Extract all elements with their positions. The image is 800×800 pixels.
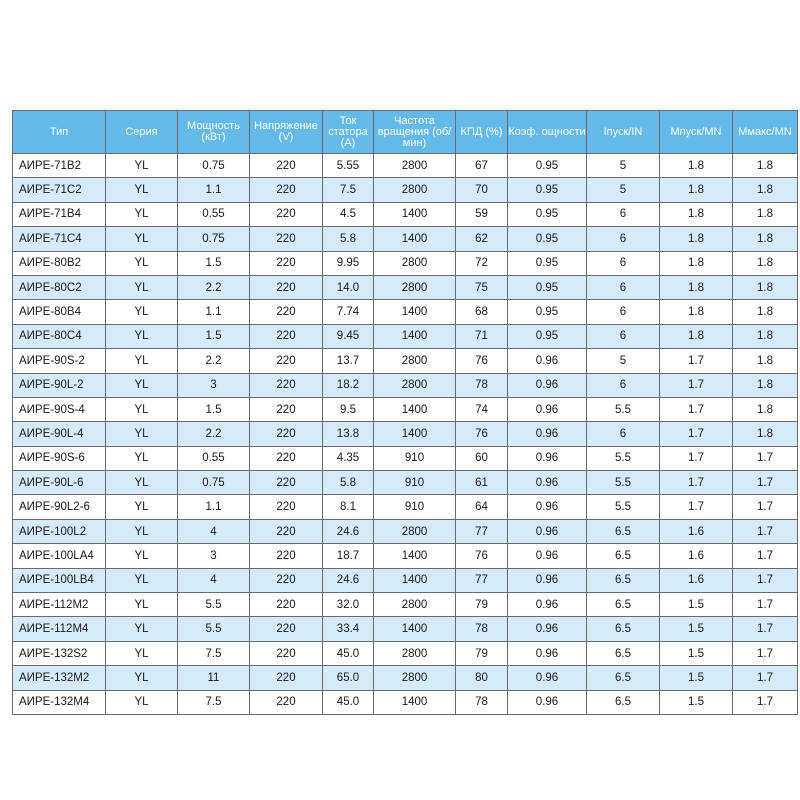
motor-spec-table <box>12 110 798 715</box>
cell-rotation-speed: 1400 <box>374 324 456 348</box>
cell-type: АИРЕ-71B2 <box>13 154 106 178</box>
cell-series: YL <box>106 422 178 446</box>
cell-efficiency: 72 <box>456 251 508 275</box>
cell-rotation-speed: 910 <box>374 471 456 495</box>
cell-power-factor: 0.96 <box>508 617 587 641</box>
cell-power-factor: 0.96 <box>508 593 587 617</box>
cell-max-torque-ratio: 1.7 <box>733 495 798 519</box>
cell-type: АИРЕ-80B2 <box>13 251 106 275</box>
cell-start-current-ratio: 6 <box>587 300 660 324</box>
cell-series: YL <box>106 666 178 690</box>
table-row <box>13 666 798 690</box>
column-header-series: Серия <box>106 111 178 154</box>
cell-voltage: 220 <box>250 178 323 202</box>
table-row <box>13 227 798 251</box>
cell-max-torque-ratio: 1.8 <box>733 324 798 348</box>
cell-start-torque-ratio: 1.5 <box>660 666 733 690</box>
cell-max-torque-ratio: 1.8 <box>733 275 798 299</box>
cell-start-current-ratio: 6.5 <box>587 593 660 617</box>
table-row <box>13 349 798 373</box>
column-header-power-factor: Коэф. ощности <box>508 111 587 154</box>
cell-start-torque-ratio: 1.6 <box>660 544 733 568</box>
cell-voltage: 220 <box>250 593 323 617</box>
cell-power-factor: 0.95 <box>508 154 587 178</box>
cell-max-torque-ratio: 1.8 <box>733 300 798 324</box>
cell-power-factor: 0.96 <box>508 349 587 373</box>
cell-type: АИРЕ-132M2 <box>13 666 106 690</box>
cell-power-factor: 0.95 <box>508 275 587 299</box>
cell-max-torque-ratio: 1.7 <box>733 690 798 714</box>
cell-start-torque-ratio: 1.7 <box>660 446 733 470</box>
cell-efficiency: 78 <box>456 690 508 714</box>
cell-max-torque-ratio: 1.7 <box>733 544 798 568</box>
cell-start-torque-ratio: 1.5 <box>660 641 733 665</box>
cell-series: YL <box>106 275 178 299</box>
cell-start-current-ratio: 6 <box>587 227 660 251</box>
cell-efficiency: 76 <box>456 422 508 446</box>
cell-rotation-speed: 910 <box>374 495 456 519</box>
cell-stator-current: 9.95 <box>323 251 374 275</box>
cell-stator-current: 45.0 <box>323 690 374 714</box>
cell-power-factor: 0.96 <box>508 641 587 665</box>
cell-type: АИРЕ-80C2 <box>13 275 106 299</box>
cell-rotation-speed: 2800 <box>374 154 456 178</box>
cell-series: YL <box>106 202 178 226</box>
cell-rotation-speed: 1400 <box>374 300 456 324</box>
cell-series: YL <box>106 446 178 470</box>
cell-power: 0.55 <box>178 446 250 470</box>
cell-stator-current: 32.0 <box>323 593 374 617</box>
table-header-row <box>13 111 798 154</box>
cell-stator-current: 13.7 <box>323 349 374 373</box>
cell-stator-current: 33.4 <box>323 617 374 641</box>
cell-efficiency: 61 <box>456 471 508 495</box>
cell-max-torque-ratio: 1.7 <box>733 519 798 543</box>
cell-max-torque-ratio: 1.8 <box>733 227 798 251</box>
cell-max-torque-ratio: 1.8 <box>733 349 798 373</box>
cell-type: АИРЕ-100LB4 <box>13 568 106 592</box>
cell-series: YL <box>106 300 178 324</box>
cell-power: 2.2 <box>178 422 250 446</box>
cell-power-factor: 0.96 <box>508 471 587 495</box>
cell-type: АИРЕ-90L2-6 <box>13 495 106 519</box>
cell-power: 0.75 <box>178 227 250 251</box>
cell-rotation-speed: 2800 <box>374 373 456 397</box>
cell-stator-current: 9.45 <box>323 324 374 348</box>
cell-max-torque-ratio: 1.7 <box>733 446 798 470</box>
cell-start-torque-ratio: 1.8 <box>660 227 733 251</box>
cell-voltage: 220 <box>250 373 323 397</box>
cell-rotation-speed: 2800 <box>374 641 456 665</box>
cell-efficiency: 67 <box>456 154 508 178</box>
cell-power: 7.5 <box>178 690 250 714</box>
table-row <box>13 178 798 202</box>
table-row <box>13 593 798 617</box>
cell-efficiency: 76 <box>456 544 508 568</box>
cell-type: АИРЕ-90L-6 <box>13 471 106 495</box>
cell-stator-current: 14.0 <box>323 275 374 299</box>
cell-efficiency: 76 <box>456 349 508 373</box>
cell-voltage: 220 <box>250 617 323 641</box>
cell-type: АИРЕ-100L2 <box>13 519 106 543</box>
cell-rotation-speed: 1400 <box>374 617 456 641</box>
cell-voltage: 220 <box>250 227 323 251</box>
cell-start-torque-ratio: 1.8 <box>660 178 733 202</box>
table-row <box>13 690 798 714</box>
cell-max-torque-ratio: 1.8 <box>733 422 798 446</box>
cell-start-current-ratio: 6 <box>587 324 660 348</box>
cell-start-current-ratio: 5.5 <box>587 397 660 421</box>
cell-start-current-ratio: 6 <box>587 202 660 226</box>
cell-start-torque-ratio: 1.7 <box>660 495 733 519</box>
table-row <box>13 202 798 226</box>
cell-rotation-speed: 1400 <box>374 227 456 251</box>
cell-voltage: 220 <box>250 300 323 324</box>
cell-type: АИРЕ-112M2 <box>13 593 106 617</box>
cell-power: 1.1 <box>178 178 250 202</box>
cell-type: АИРЕ-132S2 <box>13 641 106 665</box>
cell-series: YL <box>106 251 178 275</box>
cell-power: 0.75 <box>178 154 250 178</box>
cell-series: YL <box>106 617 178 641</box>
cell-stator-current: 7.5 <box>323 178 374 202</box>
cell-start-torque-ratio: 1.8 <box>660 324 733 348</box>
column-header-power: Мощность (кВт) <box>178 111 250 154</box>
cell-power-factor: 0.95 <box>508 227 587 251</box>
cell-efficiency: 80 <box>456 666 508 690</box>
column-header-voltage: Напряжение (V) <box>250 111 323 154</box>
cell-power: 1.5 <box>178 397 250 421</box>
cell-efficiency: 70 <box>456 178 508 202</box>
cell-type: АИРЕ-71B4 <box>13 202 106 226</box>
cell-efficiency: 79 <box>456 593 508 617</box>
cell-rotation-speed: 1400 <box>374 202 456 226</box>
table-row <box>13 617 798 641</box>
table-row <box>13 544 798 568</box>
cell-type: АИРЕ-80B4 <box>13 300 106 324</box>
cell-voltage: 220 <box>250 568 323 592</box>
cell-max-torque-ratio: 1.8 <box>733 154 798 178</box>
spec-table-container <box>12 110 797 715</box>
cell-start-torque-ratio: 1.6 <box>660 519 733 543</box>
cell-series: YL <box>106 349 178 373</box>
table-row <box>13 397 798 421</box>
cell-type: АИРЕ-90S-6 <box>13 446 106 470</box>
cell-rotation-speed: 910 <box>374 446 456 470</box>
cell-stator-current: 5.8 <box>323 471 374 495</box>
cell-max-torque-ratio: 1.7 <box>733 641 798 665</box>
cell-efficiency: 78 <box>456 617 508 641</box>
table-row <box>13 251 798 275</box>
cell-start-torque-ratio: 1.7 <box>660 422 733 446</box>
cell-stator-current: 4.35 <box>323 446 374 470</box>
cell-power: 0.55 <box>178 202 250 226</box>
cell-rotation-speed: 1400 <box>374 422 456 446</box>
cell-power-factor: 0.96 <box>508 568 587 592</box>
column-header-efficiency: КПД (%) <box>456 111 508 154</box>
cell-start-torque-ratio: 1.8 <box>660 154 733 178</box>
table-row <box>13 154 798 178</box>
cell-type: АИРЕ-100LA4 <box>13 544 106 568</box>
cell-start-current-ratio: 6 <box>587 275 660 299</box>
column-header-type: Тип <box>13 111 106 154</box>
cell-power: 1.5 <box>178 324 250 348</box>
cell-max-torque-ratio: 1.8 <box>733 373 798 397</box>
column-header-start-torque-ratio: Mпуск/MN <box>660 111 733 154</box>
cell-type: АИРЕ-71C2 <box>13 178 106 202</box>
cell-voltage: 220 <box>250 641 323 665</box>
cell-series: YL <box>106 690 178 714</box>
cell-start-current-ratio: 5 <box>587 154 660 178</box>
cell-power: 1.1 <box>178 495 250 519</box>
cell-efficiency: 77 <box>456 568 508 592</box>
cell-series: YL <box>106 519 178 543</box>
cell-start-current-ratio: 6.5 <box>587 544 660 568</box>
cell-start-torque-ratio: 1.8 <box>660 251 733 275</box>
cell-power: 4 <box>178 519 250 543</box>
cell-power-factor: 0.96 <box>508 519 587 543</box>
cell-start-torque-ratio: 1.5 <box>660 593 733 617</box>
cell-power: 5.5 <box>178 593 250 617</box>
cell-stator-current: 5.8 <box>323 227 374 251</box>
cell-power: 1.5 <box>178 251 250 275</box>
cell-start-current-ratio: 6 <box>587 373 660 397</box>
cell-voltage: 220 <box>250 154 323 178</box>
cell-power-factor: 0.95 <box>508 300 587 324</box>
cell-start-torque-ratio: 1.8 <box>660 275 733 299</box>
cell-efficiency: 77 <box>456 519 508 543</box>
cell-power: 0.75 <box>178 471 250 495</box>
cell-series: YL <box>106 568 178 592</box>
cell-start-torque-ratio: 1.7 <box>660 349 733 373</box>
cell-efficiency: 78 <box>456 373 508 397</box>
cell-stator-current: 13.8 <box>323 422 374 446</box>
cell-efficiency: 79 <box>456 641 508 665</box>
cell-voltage: 220 <box>250 519 323 543</box>
cell-start-current-ratio: 5.5 <box>587 471 660 495</box>
cell-start-current-ratio: 6 <box>587 251 660 275</box>
cell-max-torque-ratio: 1.7 <box>733 568 798 592</box>
cell-efficiency: 62 <box>456 227 508 251</box>
cell-power-factor: 0.95 <box>508 202 587 226</box>
table-row <box>13 471 798 495</box>
cell-start-current-ratio: 6.5 <box>587 519 660 543</box>
cell-type: АИРЕ-90S-2 <box>13 349 106 373</box>
cell-voltage: 220 <box>250 544 323 568</box>
cell-rotation-speed: 1400 <box>374 690 456 714</box>
cell-power-factor: 0.96 <box>508 422 587 446</box>
cell-start-torque-ratio: 1.7 <box>660 397 733 421</box>
cell-stator-current: 4.5 <box>323 202 374 226</box>
cell-series: YL <box>106 373 178 397</box>
cell-start-torque-ratio: 1.5 <box>660 617 733 641</box>
column-header-start-current-ratio: Iпуск/IN <box>587 111 660 154</box>
cell-power-factor: 0.96 <box>508 544 587 568</box>
cell-power: 7.5 <box>178 641 250 665</box>
table-row <box>13 519 798 543</box>
cell-max-torque-ratio: 1.8 <box>733 251 798 275</box>
cell-stator-current: 24.6 <box>323 519 374 543</box>
table-row <box>13 324 798 348</box>
cell-voltage: 220 <box>250 666 323 690</box>
cell-power-factor: 0.96 <box>508 690 587 714</box>
cell-type: АИРЕ-90S-4 <box>13 397 106 421</box>
table-row <box>13 373 798 397</box>
cell-start-current-ratio: 6 <box>587 422 660 446</box>
cell-voltage: 220 <box>250 251 323 275</box>
cell-stator-current: 18.2 <box>323 373 374 397</box>
cell-series: YL <box>106 641 178 665</box>
cell-start-torque-ratio: 1.8 <box>660 202 733 226</box>
cell-power: 1.1 <box>178 300 250 324</box>
cell-power-factor: 0.96 <box>508 446 587 470</box>
cell-voltage: 220 <box>250 471 323 495</box>
cell-stator-current: 18.7 <box>323 544 374 568</box>
table-row <box>13 422 798 446</box>
cell-series: YL <box>106 397 178 421</box>
cell-voltage: 220 <box>250 275 323 299</box>
column-header-rotation-speed: Частота вращения (об/мин) <box>374 111 456 154</box>
cell-start-torque-ratio: 1.8 <box>660 300 733 324</box>
cell-voltage: 220 <box>250 349 323 373</box>
cell-efficiency: 59 <box>456 202 508 226</box>
cell-power-factor: 0.96 <box>508 666 587 690</box>
cell-rotation-speed: 2800 <box>374 519 456 543</box>
cell-voltage: 220 <box>250 202 323 226</box>
table-row <box>13 568 798 592</box>
cell-power-factor: 0.96 <box>508 495 587 519</box>
table-row <box>13 446 798 470</box>
cell-voltage: 220 <box>250 690 323 714</box>
table-row <box>13 641 798 665</box>
cell-power: 2.2 <box>178 349 250 373</box>
cell-max-torque-ratio: 1.7 <box>733 666 798 690</box>
cell-rotation-speed: 2800 <box>374 275 456 299</box>
cell-efficiency: 71 <box>456 324 508 348</box>
cell-efficiency: 75 <box>456 275 508 299</box>
cell-rotation-speed: 1400 <box>374 397 456 421</box>
cell-power-factor: 0.95 <box>508 251 587 275</box>
cell-rotation-speed: 2800 <box>374 251 456 275</box>
cell-stator-current: 65.0 <box>323 666 374 690</box>
cell-voltage: 220 <box>250 324 323 348</box>
cell-rotation-speed: 1400 <box>374 544 456 568</box>
cell-series: YL <box>106 495 178 519</box>
cell-voltage: 220 <box>250 495 323 519</box>
table-row <box>13 300 798 324</box>
cell-rotation-speed: 2800 <box>374 349 456 373</box>
cell-voltage: 220 <box>250 397 323 421</box>
cell-start-torque-ratio: 1.6 <box>660 568 733 592</box>
cell-voltage: 220 <box>250 422 323 446</box>
cell-start-current-ratio: 6.5 <box>587 666 660 690</box>
cell-power-factor: 0.96 <box>508 373 587 397</box>
cell-series: YL <box>106 544 178 568</box>
cell-max-torque-ratio: 1.8 <box>733 178 798 202</box>
cell-start-torque-ratio: 1.7 <box>660 373 733 397</box>
cell-series: YL <box>106 227 178 251</box>
cell-power: 3 <box>178 373 250 397</box>
cell-stator-current: 9.5 <box>323 397 374 421</box>
cell-efficiency: 68 <box>456 300 508 324</box>
cell-max-torque-ratio: 1.8 <box>733 202 798 226</box>
cell-series: YL <box>106 324 178 348</box>
column-header-stator-current: Ток статора (A) <box>323 111 374 154</box>
cell-stator-current: 7.74 <box>323 300 374 324</box>
cell-power: 5.5 <box>178 617 250 641</box>
cell-series: YL <box>106 471 178 495</box>
cell-max-torque-ratio: 1.7 <box>733 471 798 495</box>
cell-rotation-speed: 2800 <box>374 666 456 690</box>
cell-type: АИРЕ-90L-4 <box>13 422 106 446</box>
cell-start-torque-ratio: 1.7 <box>660 471 733 495</box>
cell-efficiency: 60 <box>456 446 508 470</box>
cell-start-torque-ratio: 1.5 <box>660 690 733 714</box>
cell-power-factor: 0.96 <box>508 397 587 421</box>
cell-start-current-ratio: 6.5 <box>587 568 660 592</box>
column-header-max-torque-ratio: Mмакс/MN <box>733 111 798 154</box>
cell-type: АИРЕ-71C4 <box>13 227 106 251</box>
cell-power: 4 <box>178 568 250 592</box>
cell-power-factor: 0.95 <box>508 178 587 202</box>
cell-series: YL <box>106 178 178 202</box>
cell-efficiency: 64 <box>456 495 508 519</box>
cell-rotation-speed: 2800 <box>374 178 456 202</box>
cell-power: 11 <box>178 666 250 690</box>
cell-stator-current: 5.55 <box>323 154 374 178</box>
cell-power: 2.2 <box>178 275 250 299</box>
cell-type: АИРЕ-132M4 <box>13 690 106 714</box>
cell-voltage: 220 <box>250 446 323 470</box>
cell-power: 3 <box>178 544 250 568</box>
cell-series: YL <box>106 593 178 617</box>
cell-stator-current: 45.0 <box>323 641 374 665</box>
table-row <box>13 495 798 519</box>
cell-start-current-ratio: 5 <box>587 178 660 202</box>
cell-type: АИРЕ-112M4 <box>13 617 106 641</box>
cell-start-current-ratio: 6.5 <box>587 641 660 665</box>
table-row <box>13 275 798 299</box>
cell-start-current-ratio: 5.5 <box>587 446 660 470</box>
cell-max-torque-ratio: 1.7 <box>733 617 798 641</box>
cell-type: АИРЕ-80C4 <box>13 324 106 348</box>
cell-power-factor: 0.95 <box>508 324 587 348</box>
cell-rotation-speed: 1400 <box>374 568 456 592</box>
cell-type: АИРЕ-90L-2 <box>13 373 106 397</box>
cell-rotation-speed: 2800 <box>374 593 456 617</box>
cell-max-torque-ratio: 1.7 <box>733 593 798 617</box>
cell-stator-current: 24.6 <box>323 568 374 592</box>
cell-start-current-ratio: 6.5 <box>587 690 660 714</box>
table-body <box>13 154 798 715</box>
cell-start-current-ratio: 6.5 <box>587 617 660 641</box>
cell-stator-current: 8.1 <box>323 495 374 519</box>
cell-efficiency: 74 <box>456 397 508 421</box>
cell-start-current-ratio: 5.5 <box>587 495 660 519</box>
cell-max-torque-ratio: 1.8 <box>733 397 798 421</box>
cell-series: YL <box>106 154 178 178</box>
cell-start-current-ratio: 5 <box>587 349 660 373</box>
